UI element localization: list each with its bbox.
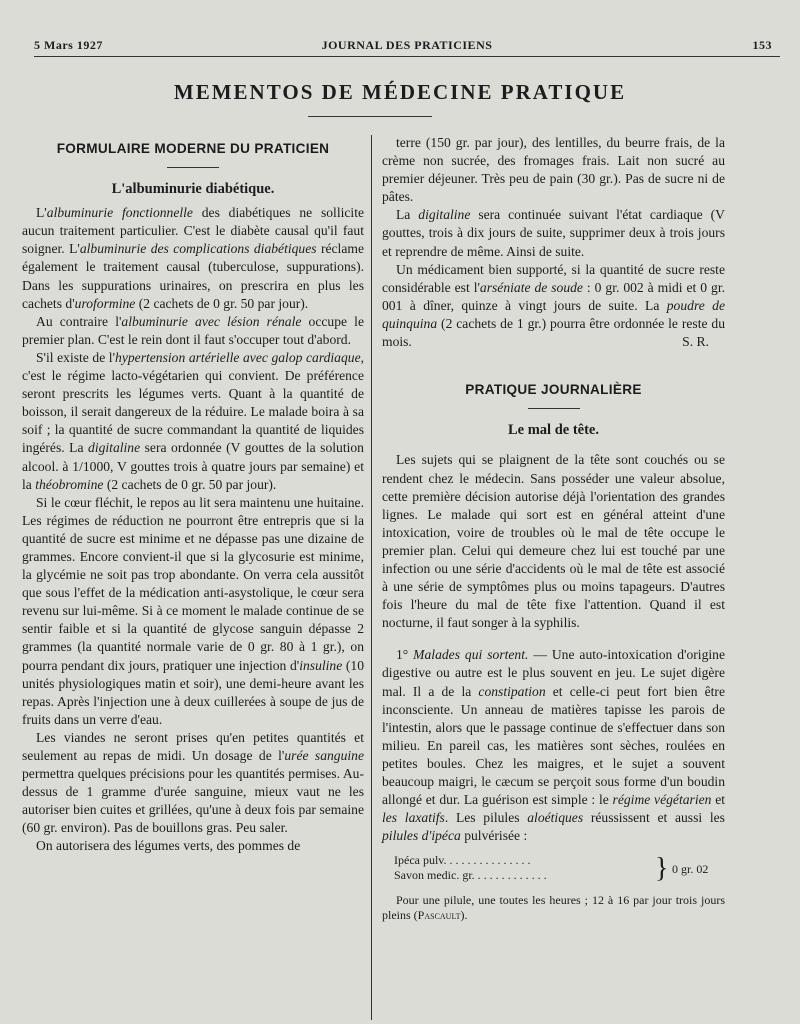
article-title-albuminurie: L'albuminurie diabétique. — [111, 181, 275, 198]
paragraph — [382, 206, 725, 260]
text-run: Un médicament bien supporté, si la quantité de sucre reste considérable est l' — [382, 261, 725, 295]
paragraph — [22, 313, 364, 349]
text-run: — Une auto-intoxication d'origine digestive ou autre est le plus souvent en jeu. Le sujet digère mal. Il a de la — [382, 647, 725, 699]
italic-text: digitaline — [418, 207, 471, 223]
italic-text: pilules d'ipéca — [382, 828, 461, 844]
text-run: réclame également le traitement causal (tuberculose, suppurations). Dans les suppurations urinaires, on prescrira en plus les cachets d' — [22, 241, 364, 311]
italic-text: hypertension artérielle avec galop cardiaque — [115, 349, 361, 365]
text-run: occupe le premier plan. C'est le rein dont il faut s'occuper tout d'abord. — [22, 313, 364, 347]
text-run: La — [396, 207, 419, 223]
paragraph — [22, 494, 364, 729]
text-run: L' — [36, 205, 47, 221]
text-run: et — [711, 792, 726, 808]
prescription-dose: 0 gr. 02 — [672, 862, 709, 877]
article-title-mal-de-tete: Le mal de tête. — [508, 422, 599, 439]
paragraph — [22, 349, 364, 494]
section-title-pratique: PRATIQUE JOURNALIÈRE — [465, 382, 642, 398]
instructions-author: Pascault — [417, 907, 461, 922]
italic-text: les laxatifs — [382, 810, 445, 826]
article-continuation — [382, 134, 725, 351]
prescription-brace: } — [655, 853, 669, 885]
section-divider — [528, 408, 580, 409]
instructions-end: ). — [460, 907, 468, 922]
page-number: 153 — [752, 38, 772, 52]
paragraph — [382, 134, 725, 206]
prescription-block — [394, 853, 725, 887]
paragraph — [22, 204, 364, 313]
text-run: Si le cœur fléchit, le repos au lit sera maintenu une huitaine. Les régimes de réduction ne pourront être entrepris que si la quantité de sucre est minime et ne dépasse pas une dizaine de grammes. Encore convient-il que si la glycosurie est minime, la glycémie ne soit pas trop abondante. On verra cela aussitôt que sous l'effet de la médication anti-asystolique, le cœur sera revenu sur lui-même. Si à ce moment le malade continue de se sentir faible et si la quantité de glycose sanguin dépasse 2 grammes (la quantité normale varie de 0 gr. 80 à 1 gr.), on pourra pendant dix jours, pratiquer une injection d' — [22, 494, 364, 673]
italic-text: uroformine — [74, 295, 136, 311]
italic-text: digitaline — [88, 440, 141, 456]
issue-date: 5 Mars 1927 — [34, 38, 103, 52]
italic-text: arséniate de soude — [479, 279, 583, 295]
text-run: et celle-ci peut fort bien être inconsciente. Un anneau de matières tapisse les parois de l'intestin, alors que le passage continue de s'effectuer dans son milieu. En pareil cas, les matières sont sèches, roulées en petites boules. Chez les maigres, et le sujet a souvent beaucoup maigri, le cæcum se perçoit sous forme d'un boudin allongé et dur. La guérison est simple : le — [382, 683, 725, 808]
text-run: sera ordonnée (V gouttes de la solution alcool. à 1/1000, V gouttes trois à quatre jours par semaine) et la — [22, 440, 364, 492]
italic-text: albuminurie des complications diabétiques — [79, 241, 317, 257]
text-run: réussissent et aussi les — [583, 810, 725, 826]
right-column — [382, 134, 725, 922]
text-run: terre (150 gr. par jour), des lentilles, du beurre frais, de la crème non sucrée, des fromages frais. Lait non sucré au premier déjeuner. Très peu de pain (30 gr.). Pas de sucre ni de pâtes. — [382, 135, 725, 205]
italic-text: albuminurie fonctionnelle — [46, 205, 193, 221]
article-signature: S. R. — [682, 334, 709, 350]
italic-text: albuminurie avec lésion rénale — [121, 313, 302, 329]
text-run: pulvérisée : — [460, 828, 528, 844]
italic-text: poudre de quinquina — [382, 297, 725, 331]
paragraph — [22, 729, 364, 838]
instructions-text: Pour une pilule, une toutes les heures ; 12 à 16 par jour trois jours pleins ( — [382, 893, 725, 922]
text-run: . Les pilules — [444, 810, 528, 826]
article-body-albuminurie — [22, 204, 364, 855]
italic-text: aloétiques — [527, 810, 584, 826]
paragraph — [22, 837, 364, 855]
italic-text: constipation — [478, 683, 546, 699]
italic-text: insuline — [299, 657, 343, 673]
text-run: sera continuée suivant l'état cardiaque (V gouttes, trois à dix jours de suite, supprimer deux à trois jours et reprendre de même. Ainsi de suite. — [382, 207, 725, 259]
text-run: Les viandes ne seront prises qu'en petites quantités et seulement au repas de midi. Un dosage de l' — [22, 729, 364, 763]
section-title-formulaire: FORMULAIRE MODERNE DU PRATICIEN — [56, 141, 330, 156]
text-run: S'il existe de l' — [36, 349, 116, 365]
prescription-instructions — [382, 893, 725, 922]
title-divider — [308, 116, 432, 117]
text-run: des diabétiques ne sollicite aucun traitement particulier. C'est le diabète causal qu'il faut soigner. L' — [22, 205, 365, 257]
text-run: Au contraire l' — [36, 313, 122, 329]
italic-text: Malades qui sortent. — [413, 647, 529, 663]
text-run: (10 unités physiologiques matin et soir), une demi-heure avant les repas. Après l'injection une à deux cuillerées à soupe de jus de fruits dans un verre d'eau. — [22, 657, 364, 727]
prescription-line-savon: Savon medic. gr. . . . . . . . . . . . . — [394, 868, 547, 883]
section-divider — [167, 167, 219, 168]
text-run: On autorisera des légumes verts, des pommes de — [36, 838, 301, 854]
signature-line — [382, 333, 725, 351]
italic-text: théobromine — [35, 476, 104, 492]
italic-text: urée sanguine — [284, 748, 364, 763]
text-run: (2 cachets de 1 gr.) pourra être ordonnée le reste du mois. — [382, 315, 725, 350]
text-run: : 0 gr. 002 à midi et 0 gr. 001 à dîner, quinze à vingt jours de suite. La — [382, 279, 725, 313]
left-column — [22, 140, 364, 856]
paragraph — [382, 646, 725, 845]
text-run: Les sujets qui se plaignent de la tête sont couchés ou se rendent chez le médecin. Sans posséder une valeur absolue, cette première décision autorise déjà l'orientation des grandes lignes. Le malade qui sort est en général atteint d'une intoxication, voire de troubles où le mal de tête occupe le premier plan. Celui qui demeure chez lui est touché par une infection ou une série d'accidents où le mal de tête est associé à une série de symptômes plus ou moins tapageurs. D'autres fois l'heure du mal de tête fixe l'attention. Quand il est nocturne, il faut songer à la syphilis. — [382, 452, 725, 631]
text-run: (2 cachets de 0 gr. 50 par jour). — [135, 295, 309, 311]
article-body-mal-de-tete — [382, 451, 725, 845]
text-run: 1° — [396, 647, 414, 663]
italic-text: régime végétarien — [612, 792, 712, 808]
journal-name: JOURNAL DES PRATICIENS — [321, 38, 493, 52]
text-run: , c'est le régime lacto-végétarien qui convient. De préférence seront prescrits les légumes verts. Quant à la quantité de boisson, il serait dangereux de la réduire. Le malade boira à sa soif ; la quantité de sucre commandant la quantité de liquides ingérés. La — [22, 349, 365, 456]
running-head — [34, 38, 780, 57]
text-run: (2 cachets de 0 gr. 50 par jour). — [103, 476, 277, 492]
prescription-line-ipeca: Ipéca pulv. . . . . . . . . . . . . . . — [394, 853, 531, 868]
page-title: MEMENTOS DE MÉDECINE PRATIQUE — [173, 80, 627, 104]
column-divider — [371, 135, 372, 1020]
text-run: permettra quelques précisions pour les quantités permises. Au-dessus de 1 gramme d'urée sanguine, mieux vaut ne les autoriser bien cuites et grillées, qu'une à deux fois par semaine (60 gr. environ). Pas de bouillons gras. Peu saler. — [22, 766, 364, 836]
paragraph — [382, 451, 725, 632]
